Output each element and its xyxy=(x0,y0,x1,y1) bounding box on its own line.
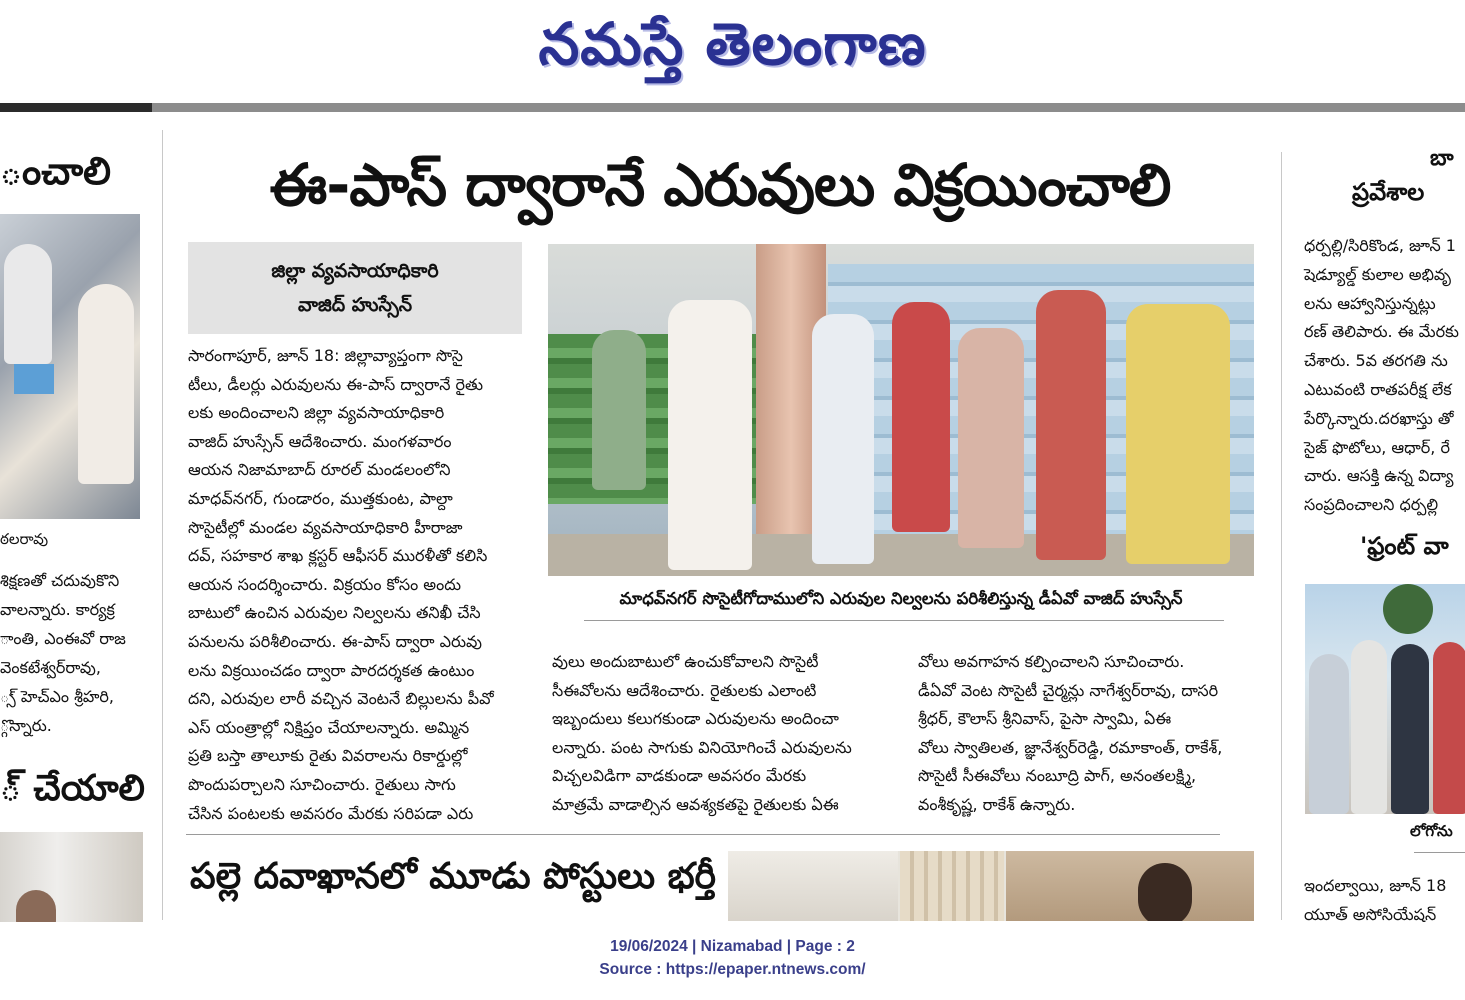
article-line: ఆయన సందర్శించారు. విక్రయం కోసం అందు xyxy=(188,574,462,594)
right-headline-line1: బా xyxy=(1430,146,1454,171)
article-line: మాత్రమే వాడాల్సిన ఆవశ్యకతపై రైతులకు ఏఈ xyxy=(552,794,839,814)
left-body-line: ్గొన్నారు. xyxy=(0,716,52,735)
right-photo-group xyxy=(1305,584,1465,814)
article-line: బాటులో ఉంచిన ఎరువుల నిల్వలను తనిఖీ చేసి xyxy=(188,603,481,623)
article-line: పొందుపర్చాలని సూచించారు. రైతులు సాగు xyxy=(188,774,456,794)
right-body-line: షెడ్యూల్డ్ కులాల అభివృ xyxy=(1304,264,1451,284)
right-headline-line2: ప్రవేశాల xyxy=(1352,178,1425,206)
article-line: లను విక్రయించడం ద్వారా పారదర్శకత ఉంటుం xyxy=(188,660,475,680)
left-headline-top: ంచాలి xyxy=(0,149,111,193)
right-body-text xyxy=(1304,232,1465,520)
second-article-headline: పల్లె దవాఖానలో మూడు పోస్టులు భర్తీ xyxy=(190,856,716,897)
right-body-line: చారు. ఆసక్తి ఉన్న విద్యా xyxy=(1304,466,1454,486)
article-line: శ్రీధర్, కౌలాస్ శ్రీనివాస్, పైసా స్వామి, ఏఈ xyxy=(918,709,1172,729)
masthead-rule-grey xyxy=(152,103,1465,112)
right-headline-front: 'ఫ్రంట్ వా xyxy=(1360,532,1449,560)
article-line: సొసైటీల్లో మండల వ్యవసాయాధికారి హీరాజా xyxy=(188,517,463,537)
left-body-line: ాంతి, ఎంఈవో రాజ xyxy=(0,629,126,648)
footer-date-edition: 19/06/2024 | Nizamabad | Page : 2 xyxy=(610,938,855,955)
article-line: వోలు అవగాహన కల్పించాలని సూచించారు. xyxy=(918,652,1185,671)
article-line: ఆయన నిజామాబాద్ రూరల్ మండలంలోని xyxy=(188,460,451,480)
article-line: చేసిన పంటలకు అవసరం మేరకు సరిపడా ఎరు xyxy=(188,803,474,823)
article-line: టీలు, డీలర్లు ఎరువులను ఈ-పాస్ ద్వారానే రైతు xyxy=(188,374,484,394)
article-line: వోలు స్వాతిలత, జ్ఞానేశ్వర్‌రెడ్డి, రమాకాంత్, రాకేశ్, xyxy=(918,737,1223,757)
second-article-photo xyxy=(728,851,1254,921)
article-line: వాజిద్ హుస్సేన్ ఆదేశించారు. మంగళవారం xyxy=(188,431,452,451)
byline-name: వాజిద్ హుస్సేన్ xyxy=(297,294,413,316)
article-line: విచ్చలవిడిగా వాడకుండా అవసరం మేరకు xyxy=(552,766,807,786)
article-line: సొసైటీ సీఈవోలు నంబూద్రి పాగ్, అనంతలక్ష్మి, xyxy=(918,766,1197,786)
right-body-line: లను ఆహ్వానిస్తున్నట్లు xyxy=(1304,293,1436,313)
page-footer xyxy=(0,935,1465,981)
left-body-line: శిక్షణతో చదువుకొని xyxy=(0,571,120,590)
left-photo-students xyxy=(0,214,140,519)
right-body-line: సంప్రదించాలని ధర్పల్లి xyxy=(1304,495,1439,515)
left-body-text xyxy=(0,566,150,740)
article-column-3 xyxy=(918,648,1254,820)
left-photo-caption: ఠలరావు xyxy=(0,530,49,548)
article-line: దవ్, సహకార శాఖ క్లస్టర్ ఆఫీసర్ మురళీతో కలిసి xyxy=(188,546,488,566)
article-line: దని, ఎరువుల లారీ వచ్చిన వెంటనే బిల్లులను పీవో xyxy=(188,689,494,709)
masthead xyxy=(0,0,1465,104)
left-body-line: వాలన్నారు. కార్యక్ర xyxy=(0,600,115,619)
article-photo-warehouse xyxy=(548,244,1254,576)
newspaper-title: నమస్తే తెలంగాణ xyxy=(538,10,927,78)
right-body-text-2 xyxy=(1304,872,1446,922)
article-line: మాధవ్‌నగర్, గుండారం, ముత్తకుంట, పాల్దా xyxy=(188,488,453,508)
right-body-line: ఎటువంటి రాతపరీక్ష లేక xyxy=(1304,379,1452,399)
article-line: వంశీకృష్ణ, రాకేశ్ ఉన్నారు. xyxy=(918,794,1076,814)
byline-box xyxy=(188,242,522,334)
article-line: సారంగాపూర్, జూన్ 18: జిల్లావ్యాప్తంగా సొసై xyxy=(188,346,464,365)
left-body-line: వెంకటేశ్వర్‌రావు, xyxy=(0,658,101,677)
article-line: సీఈవోలను ఆదేశించారు. రైతులకు ఎలాంటి xyxy=(552,680,817,700)
right-column xyxy=(1290,112,1465,922)
article-line: వులు అందుబాటులో ఉంచుకోవాలని సొసైటీ xyxy=(552,652,819,671)
left-column xyxy=(0,112,150,922)
right-photo-caption: లోగోను xyxy=(1410,822,1453,840)
left-photo-bottom xyxy=(0,832,143,922)
right-caption-rule xyxy=(1414,852,1465,853)
column-divider-right xyxy=(1281,152,1282,920)
right-body-line: పేర్కొన్నారు.దరఖాస్తు తో xyxy=(1304,408,1454,428)
right-body-line: ధర్పల్లి/సిరికొండ, జూన్ 1 xyxy=(1304,236,1456,255)
article-line: ఎస్ యంత్రాల్లో నిక్షిప్తం చేయాలన్నారు. అమ్మిన xyxy=(188,717,470,737)
photo-caption: మాధవ్‌నగర్ సొసైటీగోదాములోని ఎరువుల నిల్వలను పరిశీలిస్తున్న డీఏవో వాజిద్ హుస్సేన్ xyxy=(619,589,1183,608)
column-divider-left xyxy=(162,130,163,920)
article-column-2 xyxy=(552,648,892,820)
article-line: ఇబ్బందులు కలుగకుండా ఎరువులను అందించా xyxy=(552,709,839,729)
article-headline: ఈ-పాస్ ద్వారానే ఎరువులు విక్రయించాలి xyxy=(269,151,1171,219)
right-body-line: సైజ్ ఫొటోలు, ఆధార్, రే xyxy=(1304,437,1450,457)
right-body-line: యూత్ అసోసియేషన్ xyxy=(1304,904,1437,922)
article-line: లకు అందించాలని జిల్లా వ్యవసాయాధికారి xyxy=(188,403,445,423)
article-line: ప్రతి బస్తా తాలూకు రైతు వివరాలను రికార్డుల్లో xyxy=(188,746,468,766)
right-body-line: చేశారు. 5వ తరగతి ను xyxy=(1304,351,1448,371)
right-body-line: ఇందల్వాయి, జూన్ 18 xyxy=(1304,876,1447,895)
article-separator xyxy=(186,834,1220,835)
article-line: పనులను పరిశీలించారు. ఈ-పాస్ ద్వారా ఎరువు xyxy=(188,631,482,651)
footer-source-link[interactable]: Source : https://epaper.ntnews.com/ xyxy=(599,961,866,978)
article-column-1 xyxy=(188,342,524,828)
right-body-line: రణ్ తెలిపారు. ఈ మేరకు xyxy=(1304,322,1459,342)
left-headline-bottom: ్ చేయాలి xyxy=(0,768,145,809)
caption-rule xyxy=(584,620,1224,621)
left-body-line: ్స్ హెచ్‌ఎం శ్రీహరి, xyxy=(0,687,114,706)
article-line: లన్నారు. పంట సాగుకు వినియోగించే ఎరువులను xyxy=(552,737,852,757)
byline-designation: జిల్లా వ్యవసాయాధికారి xyxy=(271,260,439,282)
masthead-rule-dark xyxy=(0,103,152,112)
article-line: డీఏవో వెంట సొసైటీ చైర్మన్లు నాగేశ్వర్‌రావు, దాసరి xyxy=(918,680,1219,700)
